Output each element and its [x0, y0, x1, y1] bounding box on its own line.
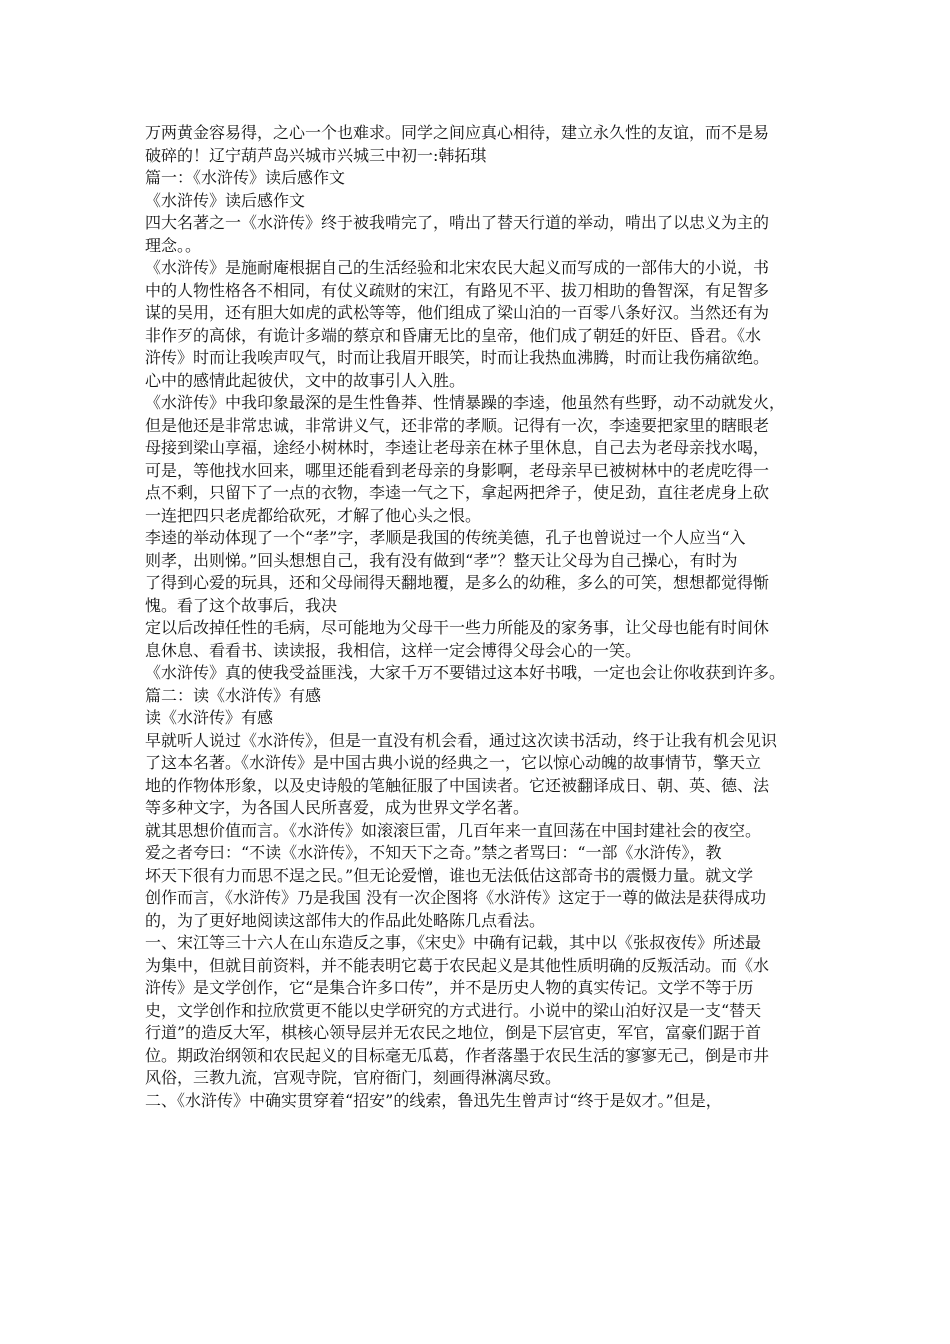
text-line: 《水浒传》真的使我受益匪浅，大家千万不要错过这本好书哦，一定也会让你收获到许多。 — [145, 663, 786, 682]
text-line: 《水浒传》是施耐庵根据自己的生活经验和北宋农民大起义而写成的一部伟大的小说，书 — [145, 258, 770, 277]
text-line: 篇二：读《水浒传》有感 — [145, 685, 322, 705]
text-line: 《水浒传》中我印象最深的是生性鲁莽、性情暴躁的李逵，他虽然有些野，动不动就发火， — [145, 393, 786, 412]
text-line: 谋的吴用，还有胆大如虎的武松等等，他们组成了梁山泊的一百零八条好汉。当然还有为 — [145, 303, 770, 322]
text-line: 母接到梁山享福，途经小树林时，李逵让老母亲在林子里休息，自己去为老母亲找水喝， — [145, 438, 770, 457]
text-line: 浒传》时而让我唉声叹气，时而让我眉开眼笑，时而让我热血沸腾，时而让我伤痛欲绝。 — [145, 348, 770, 367]
text-line: 就其思想价值而言。《水浒传》如滚滚巨雷，几百年来一直回荡在中国封建社会的夜空。 — [145, 820, 762, 840]
text-line: 风俗，三教九流，宫观寺院，官府衙门，刻画得淋漓尽致。 — [145, 1068, 562, 1087]
text-line: 一、宋江等三十六人在山东造反之事，《宋史》中确有记载，其中以《张叔夜传》所述最 — [145, 933, 762, 952]
text-line: 一连把四只老虎都给砍死，才解了他心头之恨。 — [145, 505, 482, 525]
text-line: 但是他还是非常忠诚，非常讲义气，还非常的孝顺。记得有一次，李逵要把家里的瞎眼老 — [145, 415, 770, 435]
text-line: 位。期政治纲领和农民起义的目标毫无瓜葛，作者落墨于农民生活的寥寥无己，倒是市井 — [145, 1045, 770, 1065]
text-line: 万两黄金容易得，之心一个也难求。同学之间应真心相待，建立永久性的友谊，而不是易 — [145, 123, 770, 142]
text-line: 篇一：《水浒传》读后感作文 — [145, 168, 346, 187]
text-line: 坏天下很有力而思不逞之民。”但无论爱憎，谁也无法低估这部奇书的震慑力量。就文学 — [145, 865, 754, 885]
text-line: 四大名著之一《水浒传》终于被我啃完了，啃出了替天行道的举动，啃出了以忠义为主的 — [145, 213, 770, 232]
text-line: 读《水浒传》有感 — [145, 708, 274, 727]
text-line: 可是，等他找水回来，哪里还能看到老母亲的身影啊，老母亲早已被树林中的老虎吃得一 — [145, 460, 770, 480]
text-line: 点不剩，只留下了一点的衣物，李逵一气之下，拿起两把斧子，使足劲，直往老虎身上砍 — [145, 483, 770, 502]
text-line: 愧。看了这个故事后，我决 — [145, 595, 338, 615]
text-line: 二、《水浒传》中确实贯穿着“招安”的线索，鲁迅先生曾声讨“终于是奴才。”但是， — [145, 1090, 722, 1110]
text-line: 息休息、看看书、读读报，我相信，这样一定会博得父母会心的一笑。 — [145, 640, 642, 660]
text-line: 了这本名著。《水浒传》是中国古典小说的经典之一，它以惊心动魄的故事情节，擎天立 — [145, 753, 762, 772]
text-line: 爱之者夸曰：“不读《水浒传》，不知天下之奇。”禁之者骂曰：“一部《水浒传》，教 — [145, 843, 722, 862]
text-line: 理念。。 — [145, 235, 202, 255]
document-page — [145, 122, 813, 1112]
text-line: 早就听人说过《水浒传》，但是一直没有机会看，通过这次读书活动，终于让我有机会见识 — [145, 730, 778, 750]
text-line: 浒传》是文学创作，它“是集合许多口传”，并不是历史人物的真实传记。文学不等于历 — [145, 978, 754, 997]
text-line: 为集中，但就目前资料，并不能表明它葛于农民起义是其他性质明确的反叛活动。而《水 — [145, 955, 770, 975]
text-line: 的，为了更好地阅读这部伟大的作品此处略陈几点看法。 — [145, 910, 546, 930]
text-line: 史，文学创作和拉欣赏更不能以史学研究的方式进行。小说中的梁山泊好汉是一支“替天 — [145, 1000, 762, 1020]
text-line: 心中的感情此起彼伏，文中的故事引人入胜。 — [145, 370, 466, 390]
text-line: 地的作物体形象，以及史诗般的笔触征服了中国读者。它还被翻译成日、朝、英、德、法 — [145, 775, 770, 795]
text-line: 李逵的举动体现了一个“孝”字，孝顺是我国的传统美德，孔子也曾说过一个人应当“入 — [145, 528, 746, 547]
text-line: 中的人物性格各不相同，有仗义疏财的宋江，有路见不平、拔刀相助的鲁智深，有足智多 — [145, 280, 770, 300]
text-line: 了得到心爱的玩具，还和父母闹得天翻地覆，是多么的幼稚，多么的可笑，想想都觉得惭 — [145, 573, 770, 592]
text-line: 《水浒传》读后感作文 — [145, 190, 306, 210]
text-line: 破碎的！辽宁葫芦岛兴城市兴城三中初一:韩拓琪 — [145, 145, 487, 165]
text-line: 等多种文字，为各国人民所喜爱，成为世界文学名著。 — [145, 798, 530, 817]
text-line: 行道”的造反大军，棋核心领导层并无农民之地位，倒是下层官吏，军官，富豪们踞于首 — [145, 1023, 762, 1042]
text-line: 定以后改掉任性的毛病，尽可能地为父母干一些力所能及的家务事，让父母也能有时间休 — [145, 618, 770, 637]
text-line: 非作歹的高俅，有诡计多端的蔡京和昏庸无比的皇帝，他们成了朝廷的奸臣、昏君。《水 — [145, 325, 762, 345]
text-line: 创作而言，《水浒传》乃是我国 没有一次企图将《水浒传》这定于一尊的做法是获得成功 — [145, 888, 767, 907]
text-line: 则孝，出则悌。”回头想想自己，我有没有做到“孝”？整天让父母为自己操心，有时为 — [145, 550, 738, 570]
